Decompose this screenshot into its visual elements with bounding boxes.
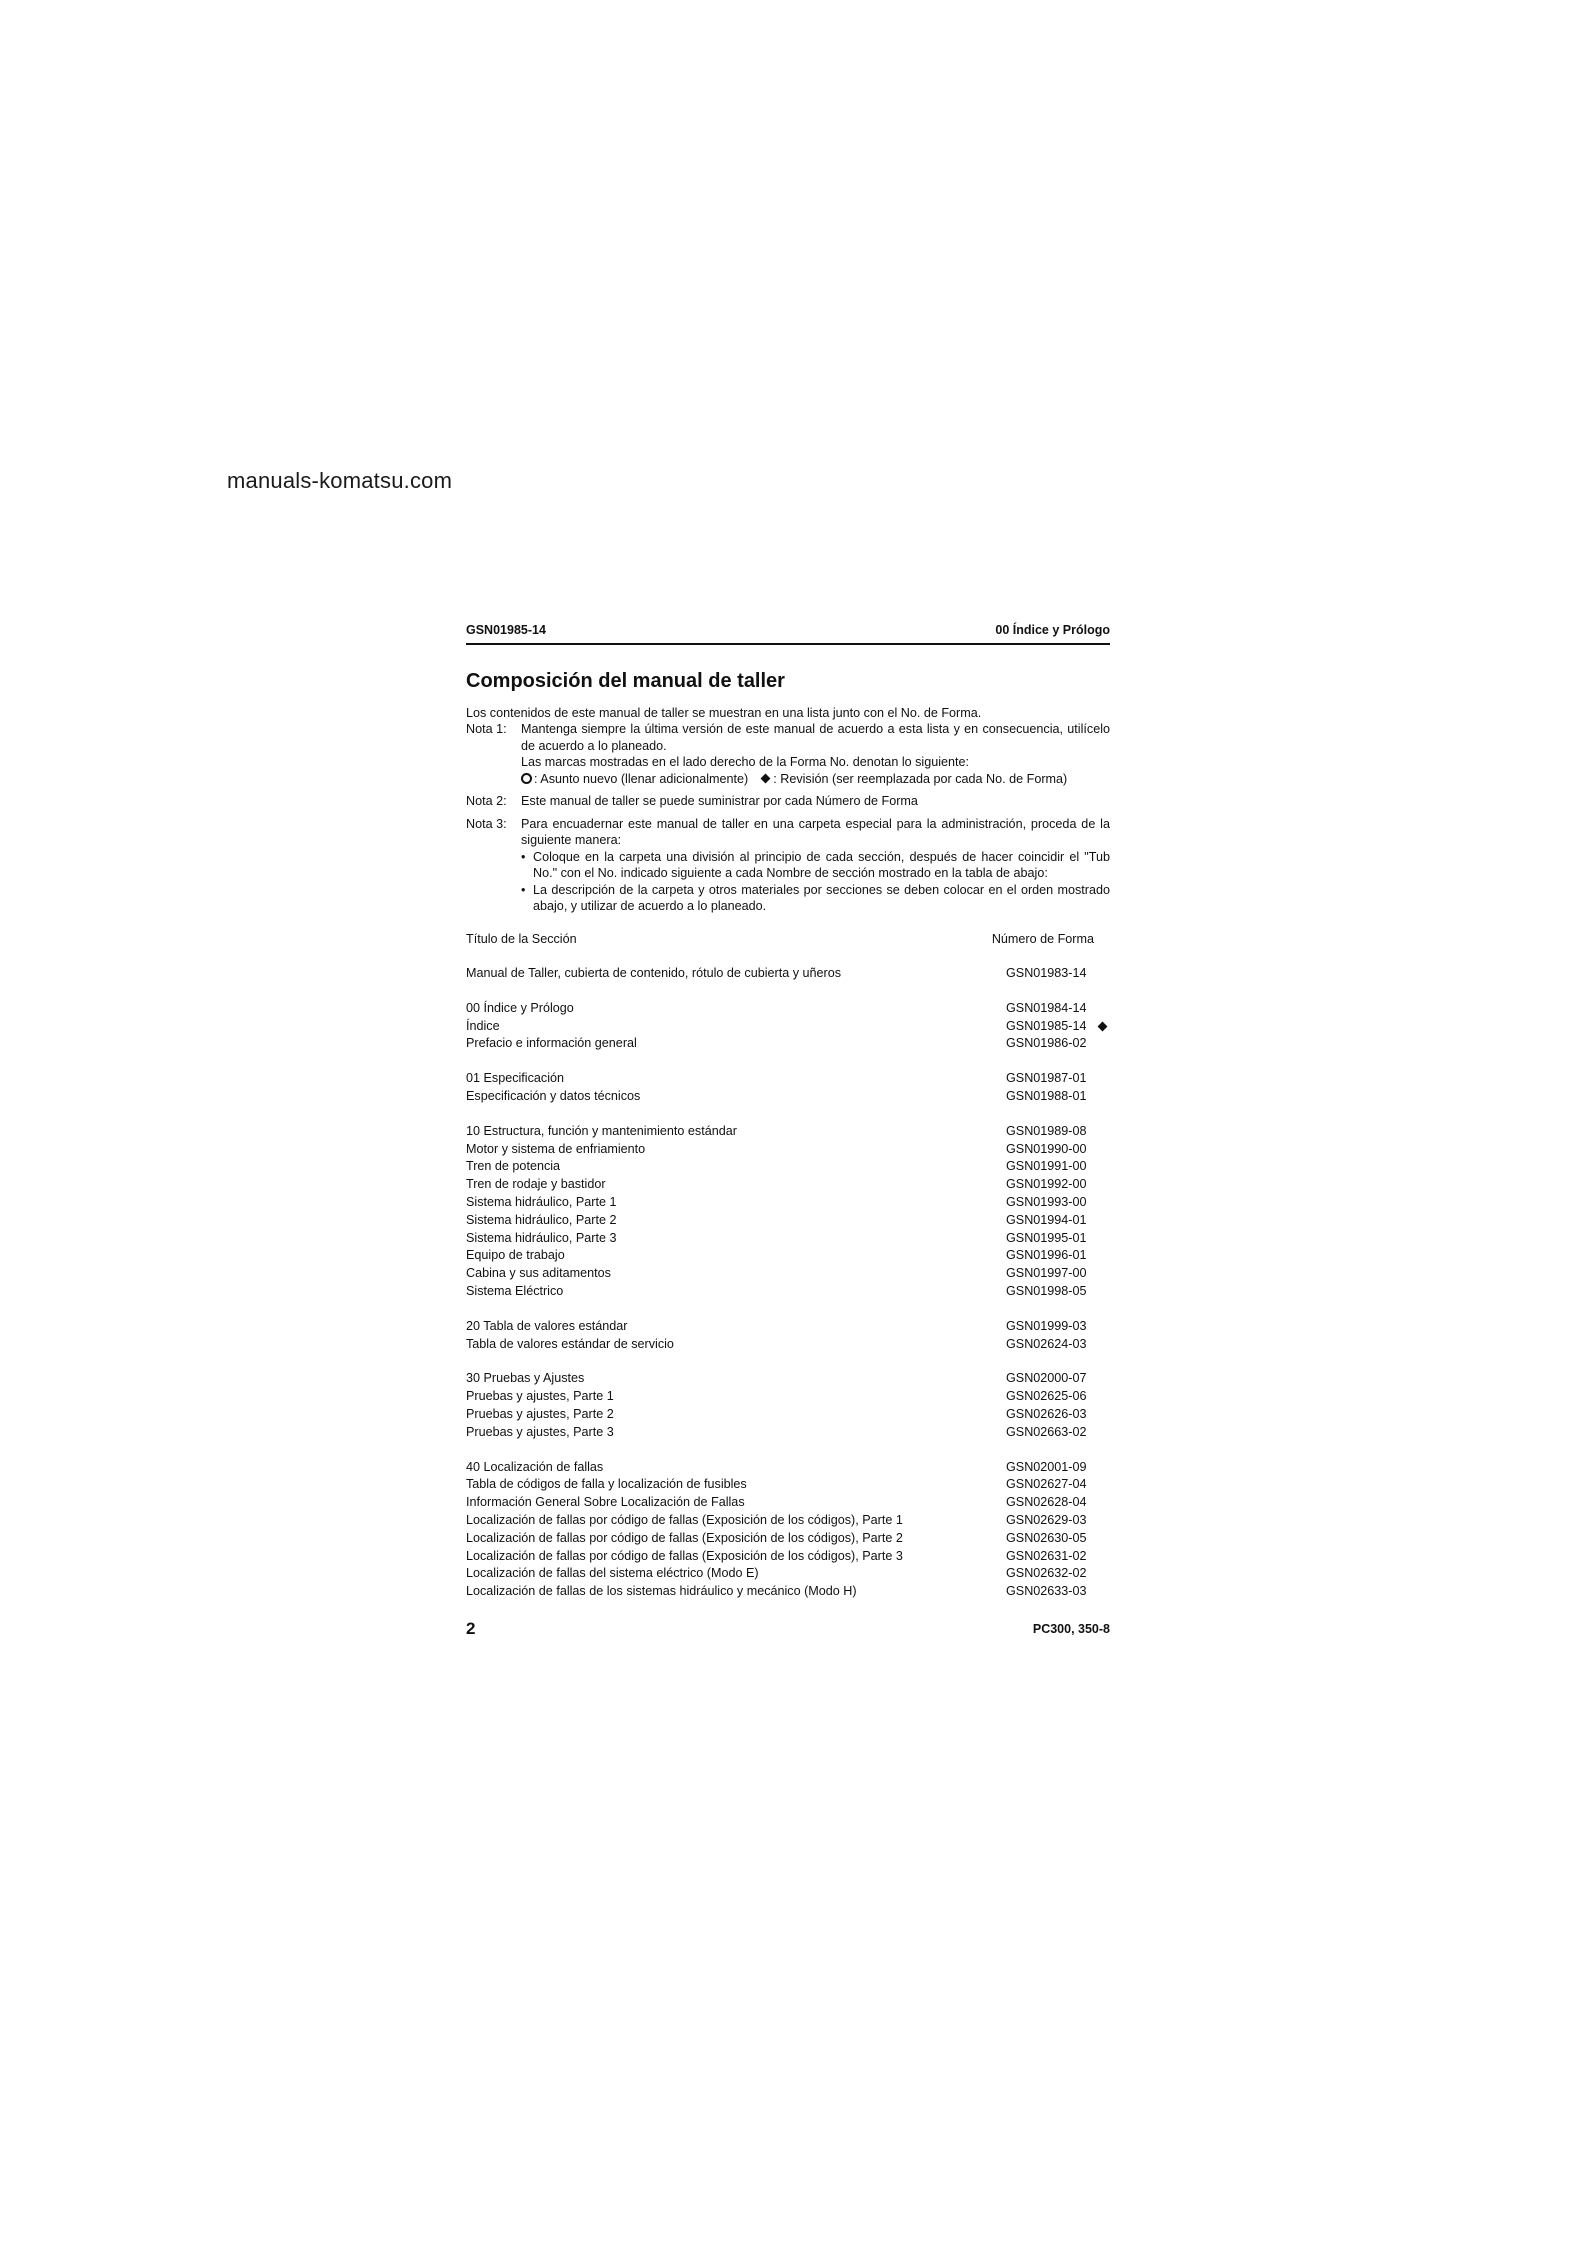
- revision-mark-cell: [1094, 1548, 1110, 1566]
- table-row: [466, 1565, 1110, 1583]
- revision-mark-cell: [1094, 1406, 1110, 1424]
- table-row: [466, 1459, 1110, 1477]
- spacer-cell: [466, 1442, 1110, 1459]
- revision-mark-cell: [1094, 1158, 1110, 1176]
- bullet-icon: •: [521, 882, 526, 897]
- revision-mark-cell: [1094, 1088, 1110, 1106]
- revision-mark-cell: [1094, 1388, 1110, 1406]
- table-row: [466, 1035, 1110, 1053]
- table-row: [466, 1494, 1110, 1512]
- form-number: GSN01984-14: [1006, 1000, 1087, 1015]
- form-number: GSN01998-05: [1006, 1283, 1087, 1298]
- section-title: Sistema hidráulico, Parte 1: [466, 1194, 617, 1209]
- section-title: Localización de fallas por código de fallas (Exposición de los códigos), Parte 2: [466, 1530, 903, 1545]
- table-row: [466, 1476, 1110, 1494]
- note-2-text: Este manual de taller se puede suministrar por cada Número de Forma: [521, 794, 918, 808]
- table-row: [466, 1018, 1110, 1036]
- table-row: [466, 1070, 1110, 1088]
- form-number: GSN01994-01: [1006, 1212, 1087, 1227]
- note-1-marks-intro: Las marcas mostradas en el lado derecho de la Forma No. denotan lo siguiente:: [521, 755, 970, 769]
- note-3-bullet-2: [521, 882, 1110, 915]
- revision-mark-cell: [1094, 1476, 1110, 1494]
- intro-paragraph: Los contenidos de este manual de taller se muestran en una lista junto con el No. de Forma.: [466, 705, 982, 720]
- form-number: GSN01989-08: [1006, 1123, 1087, 1138]
- form-number: GSN02627-04: [1006, 1477, 1087, 1492]
- column-header-title: Título de la Sección: [466, 931, 577, 946]
- table-row: [466, 1123, 1110, 1141]
- section-title: 10 Estructura, función y mantenimiento estándar: [466, 1123, 737, 1138]
- revision-mark-cell: [1094, 1318, 1110, 1336]
- section-title: Tren de potencia: [466, 1159, 561, 1174]
- section-title: 30 Pruebas y Ajustes: [466, 1371, 585, 1386]
- header-form-number: GSN01985-14: [466, 623, 546, 637]
- table-row: [466, 1512, 1110, 1530]
- revision-mark-cell: [1094, 1565, 1110, 1583]
- note-1: [466, 721, 1110, 787]
- form-number: GSN01992-00: [1006, 1177, 1087, 1192]
- revision-mark-cell: [1094, 1035, 1110, 1053]
- spacer-cell: [466, 1106, 1110, 1123]
- section-title: Sistema Eléctrico: [466, 1283, 564, 1298]
- form-number: GSN02000-07: [1006, 1371, 1087, 1386]
- form-number: GSN02631-02: [1006, 1548, 1087, 1563]
- section-title: Localización de fallas por código de fallas (Exposición de los códigos), Parte 3: [466, 1548, 903, 1563]
- table-row: [466, 1230, 1110, 1248]
- header-section-title: 00 Índice y Prólogo: [995, 623, 1110, 637]
- revision-mark-cell: [1094, 1336, 1110, 1354]
- revision-mark-cell: [1094, 1494, 1110, 1512]
- table-column-headers: [466, 931, 1110, 948]
- watermark-text: manuals-komatsu.com: [227, 468, 453, 493]
- form-number: GSN01983-14: [1006, 966, 1087, 980]
- form-number: GSN01990-00: [1006, 1141, 1087, 1156]
- form-number: GSN01991-00: [1006, 1159, 1087, 1174]
- table-spacer: [466, 1053, 1110, 1070]
- table-row: [466, 1336, 1110, 1354]
- form-number: GSN02624-03: [1006, 1336, 1087, 1351]
- form-number: GSN01985-14: [1006, 1018, 1087, 1033]
- table-spacer: [466, 1106, 1110, 1123]
- form-number: GSN02629-03: [1006, 1512, 1087, 1527]
- composition-table: [466, 965, 1110, 1601]
- section-title: Tren de rodaje y bastidor: [466, 1177, 606, 1192]
- bullet-1-text: Coloque en la carpeta una división al principio de cada sección, después de hacer coincidir el "Tub No." con el No. indicado siguiente a cada Nombre de sección mostrado en la tabla de abajo:: [533, 849, 1110, 880]
- form-number: GSN02663-02: [1006, 1424, 1087, 1439]
- note-1-text: Mantenga siempre la última versión de este manual de acuerdo a esta lista y en consecuencia, utilícelo de acuerdo a lo planeado.: [521, 722, 1110, 753]
- form-number: GSN01999-03: [1006, 1318, 1087, 1333]
- revision-diamond-icon: [761, 774, 771, 784]
- form-number: GSN02626-03: [1006, 1406, 1087, 1421]
- section-title: Tabla de valores estándar de servicio: [466, 1336, 674, 1351]
- table-row: [466, 1247, 1110, 1265]
- revision-mark-cell: [1094, 1512, 1110, 1530]
- table-row: [466, 1158, 1110, 1176]
- revision-mark-cell: [1094, 1583, 1110, 1601]
- section-title: Índice: [466, 1018, 500, 1033]
- form-number: GSN02001-09: [1006, 1459, 1087, 1474]
- column-header-form: Número de Forma: [991, 931, 1094, 946]
- table-row: [466, 1530, 1110, 1548]
- section-title: Manual de Taller, cubierta de contenido, rótulo de cubierta y uñeros: [466, 966, 842, 980]
- form-number: GSN01996-01: [1006, 1248, 1087, 1263]
- section-title: 40 Localización de fallas: [466, 1459, 604, 1474]
- section-title: Cabina y sus aditamentos: [466, 1266, 611, 1281]
- note-3-text: Para encuadernar este manual de taller en una carpeta especial para la administración, proceda de la siguiente manera:: [521, 816, 1110, 847]
- bullet-icon: •: [521, 849, 526, 864]
- revision-mark-cell: [1094, 1176, 1110, 1194]
- section-title: Especificación y datos técnicos: [466, 1088, 641, 1103]
- legend-revision-text: : Revisión (ser reemplazada por cada No. de Forma): [773, 771, 1068, 786]
- table-row: [466, 1406, 1110, 1424]
- table-row: [466, 965, 1110, 983]
- table-spacer: [466, 1301, 1110, 1318]
- spacer-cell: [466, 1301, 1110, 1318]
- table-row: [466, 1212, 1110, 1230]
- new-item-ring-icon: [521, 773, 532, 784]
- spacer-cell: [466, 1353, 1110, 1370]
- form-number: GSN02625-06: [1006, 1389, 1087, 1404]
- revision-mark-cell: [1094, 1194, 1110, 1212]
- note-1-label: Nota 1:: [466, 722, 507, 736]
- form-number: GSN02630-05: [1006, 1530, 1087, 1545]
- table-row: [466, 1141, 1110, 1159]
- form-number: GSN02633-03: [1006, 1584, 1087, 1599]
- page-header: [466, 622, 1110, 645]
- table-row: [466, 1424, 1110, 1442]
- section-title: Localización de fallas por código de fallas (Exposición de los códigos), Parte 1: [466, 1512, 903, 1527]
- section-title: Sistema hidráulico, Parte 2: [466, 1212, 617, 1227]
- table-row: [466, 1548, 1110, 1566]
- revision-mark-cell: [1094, 1459, 1110, 1477]
- revision-mark-cell: [1094, 1212, 1110, 1230]
- page-number: 2: [466, 1618, 476, 1638]
- form-number: GSN01988-01: [1006, 1088, 1087, 1103]
- form-number: GSN01997-00: [1006, 1266, 1087, 1281]
- bullet-2-text: La descripción de la carpeta y otros materiales por secciones se deben colocar en el orden mostrado abajo, y utilizar de acuerdo a lo planeado.: [533, 882, 1110, 913]
- note-1-legend: [521, 771, 1110, 788]
- section-title: Sistema hidráulico, Parte 3: [466, 1230, 617, 1245]
- revision-mark-cell: [1094, 1000, 1110, 1018]
- section-title: Prefacio e información general: [466, 1036, 637, 1051]
- section-title: Pruebas y ajustes, Parte 2: [466, 1406, 614, 1421]
- table-row: [466, 1283, 1110, 1301]
- section-title: Pruebas y ajustes, Parte 3: [466, 1424, 614, 1439]
- table-row: [466, 1088, 1110, 1106]
- table-row: [466, 1194, 1110, 1212]
- note-3-bullet-1: [521, 849, 1110, 882]
- revision-diamond-icon: [1097, 1021, 1107, 1031]
- section-title: 01 Especificación: [466, 1071, 565, 1086]
- revision-mark-cell: [1094, 1283, 1110, 1301]
- revision-mark-cell: [1094, 1247, 1110, 1265]
- note-2-label: Nota 2:: [466, 794, 507, 808]
- note-3: [466, 816, 1110, 915]
- revision-mark-cell: [1094, 1123, 1110, 1141]
- manual-page: [466, 622, 1110, 1637]
- revision-mark-cell: [1094, 1370, 1110, 1388]
- form-number: GSN01995-01: [1006, 1230, 1087, 1245]
- revision-mark-cell: [1094, 1141, 1110, 1159]
- section-title: Equipo de trabajo: [466, 1248, 565, 1263]
- table-row: [466, 1265, 1110, 1283]
- revision-mark-cell: [1094, 1018, 1110, 1036]
- table-spacer: [466, 1442, 1110, 1459]
- form-number: GSN01986-02: [1006, 1036, 1087, 1051]
- table-spacer: [466, 1353, 1110, 1370]
- revision-mark-cell: [1094, 965, 1110, 983]
- section-title: Localización de fallas de los sistemas hidráulico y mecánico (Modo H): [466, 1584, 857, 1599]
- section-title: Información General Sobre Localización de Fallas: [466, 1495, 745, 1510]
- table-row: [466, 1176, 1110, 1194]
- note-2: [466, 793, 1110, 810]
- form-number: GSN01987-01: [1006, 1071, 1087, 1086]
- spacer-cell: [466, 983, 1110, 1000]
- section-title: Tabla de códigos de falla y localización de fusibles: [466, 1477, 747, 1492]
- note-3-label: Nota 3:: [466, 816, 507, 831]
- section-title: Motor y sistema de enfriamiento: [466, 1141, 646, 1156]
- page-footer: [466, 1618, 1110, 1638]
- revision-mark-cell: [1094, 1230, 1110, 1248]
- section-title: Pruebas y ajustes, Parte 1: [466, 1389, 614, 1404]
- table-row: [466, 1583, 1110, 1601]
- section-title: 20 Tabla de valores estándar: [466, 1318, 628, 1333]
- table-row: [466, 1318, 1110, 1336]
- form-number: GSN02628-04: [1006, 1495, 1087, 1510]
- section-title: 00 Índice y Prólogo: [466, 1000, 574, 1015]
- machine-model: PC300, 350-8: [1032, 1621, 1110, 1636]
- form-number: GSN01993-00: [1006, 1194, 1087, 1209]
- table-row: [466, 1370, 1110, 1388]
- table-row: [466, 1000, 1110, 1018]
- page-title: Composición del manual de taller: [466, 669, 785, 692]
- section-title: Localización de fallas del sistema eléctrico (Modo E): [466, 1566, 759, 1581]
- table-spacer: [466, 983, 1110, 1000]
- legend-new-text: : Asunto nuevo (llenar adicionalmente): [534, 771, 749, 786]
- spacer-cell: [466, 1053, 1110, 1070]
- revision-mark-cell: [1094, 1424, 1110, 1442]
- revision-mark-cell: [1094, 1265, 1110, 1283]
- table-row: [466, 1388, 1110, 1406]
- revision-mark-cell: [1094, 1530, 1110, 1548]
- revision-mark-cell: [1094, 1070, 1110, 1088]
- form-number: GSN02632-02: [1006, 1566, 1087, 1581]
